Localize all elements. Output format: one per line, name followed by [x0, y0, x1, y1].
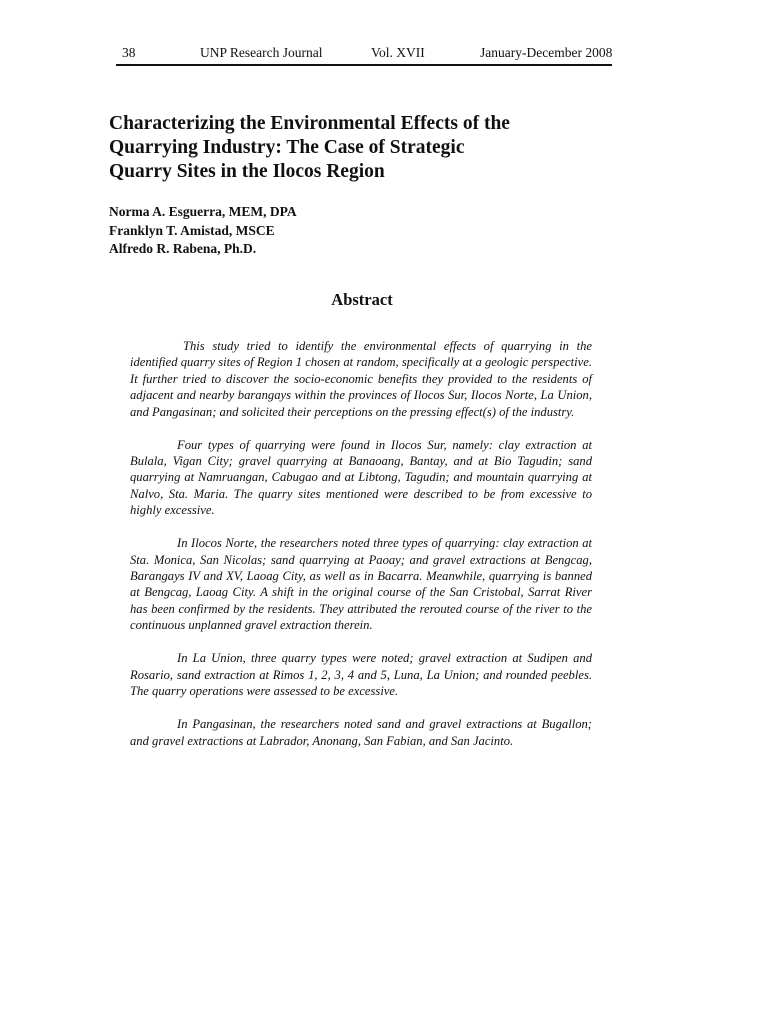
abstract-paragraph: This study tried to identify the environmental effects of quarrying in the identified quarry sites of Region 1 chosen at random, specifically at a geologic perspective. It further tried to discover the socio-economic benefits they provided to the residents of adjacent and nearby barangays within the provinces of Ilocos Sur, Ilocos Norte, La Union, and Pangasinan; and solicited their perceptions on the pressing effect(s) of the industry.	[130, 339, 592, 419]
title-line: Quarry Sites in the Ilocos Region	[109, 161, 385, 182]
title-line: Quarrying Industry: The Case of Strategic	[109, 137, 465, 158]
journal-name: UNP Research Journal	[200, 45, 323, 60]
author-name: Alfredo R. Rabena, Ph.D.	[109, 241, 257, 256]
header-rule	[116, 64, 612, 66]
author-list	[109, 203, 509, 259]
author-name: Norma A. Esguerra, MEM, DPA	[109, 204, 297, 219]
publication-date: January-December 2008	[480, 45, 613, 60]
abstract-paragraph: In Pangasinan, the researchers noted sand and gravel extractions at Bugallon; and gravel extractions at Labrador, Anonang, San Fabian, and San Jacinto.	[130, 717, 592, 748]
page-number: 38	[122, 45, 136, 60]
journal-volume: Vol. XVII	[371, 45, 425, 60]
abstract-heading: Abstract	[331, 290, 393, 309]
title-line: Characterizing the Environmental Effects of the	[109, 113, 510, 134]
author-name: Franklyn T. Amistad, MSCE	[109, 222, 275, 238]
abstract-paragraph: In La Union, three quarry types were noted; gravel extraction at Sudipen and Rosario, sand extraction at Rimos 1, 2, 3, 4 and 5, Luna, La Union; and rounded peebles. The quarry operations were assessed to be excessive.	[130, 651, 592, 699]
abstract-paragraph: Four types of quarrying were found in Ilocos Sur, namely: clay extraction at Bulala, Vigan City; gravel quarrying at Banaoang, Bantay, and at Bio Tagudin; sand quarrying at Namruangan, Cabugao and at Libtong, Tagudin; and mountain quarrying at Nalvo, Sta. Maria. The quarry sites mentioned were described to be from excessive to highly excessive.	[130, 437, 592, 518]
abstract-body	[130, 338, 592, 766]
running-header	[116, 44, 612, 64]
abstract-paragraph: In Ilocos Norte, the researchers noted three types of quarrying: clay extraction at Sta. Monica, San Nicolas; sand quarrying at Paoay; and gravel extractions at Bengcag, Barangays IV and XV, Laoag City, as well as in Bacarra. Meanwhile, quarrying is banned at Bengcag, Laoag City. A shift in the original course of the San Cristobal, Sarrat River has been confirmed by the residents. They attributed the rerouted course of the river to the continuous unplanned gravel extraction therein.	[130, 536, 592, 633]
article-title	[109, 112, 579, 184]
